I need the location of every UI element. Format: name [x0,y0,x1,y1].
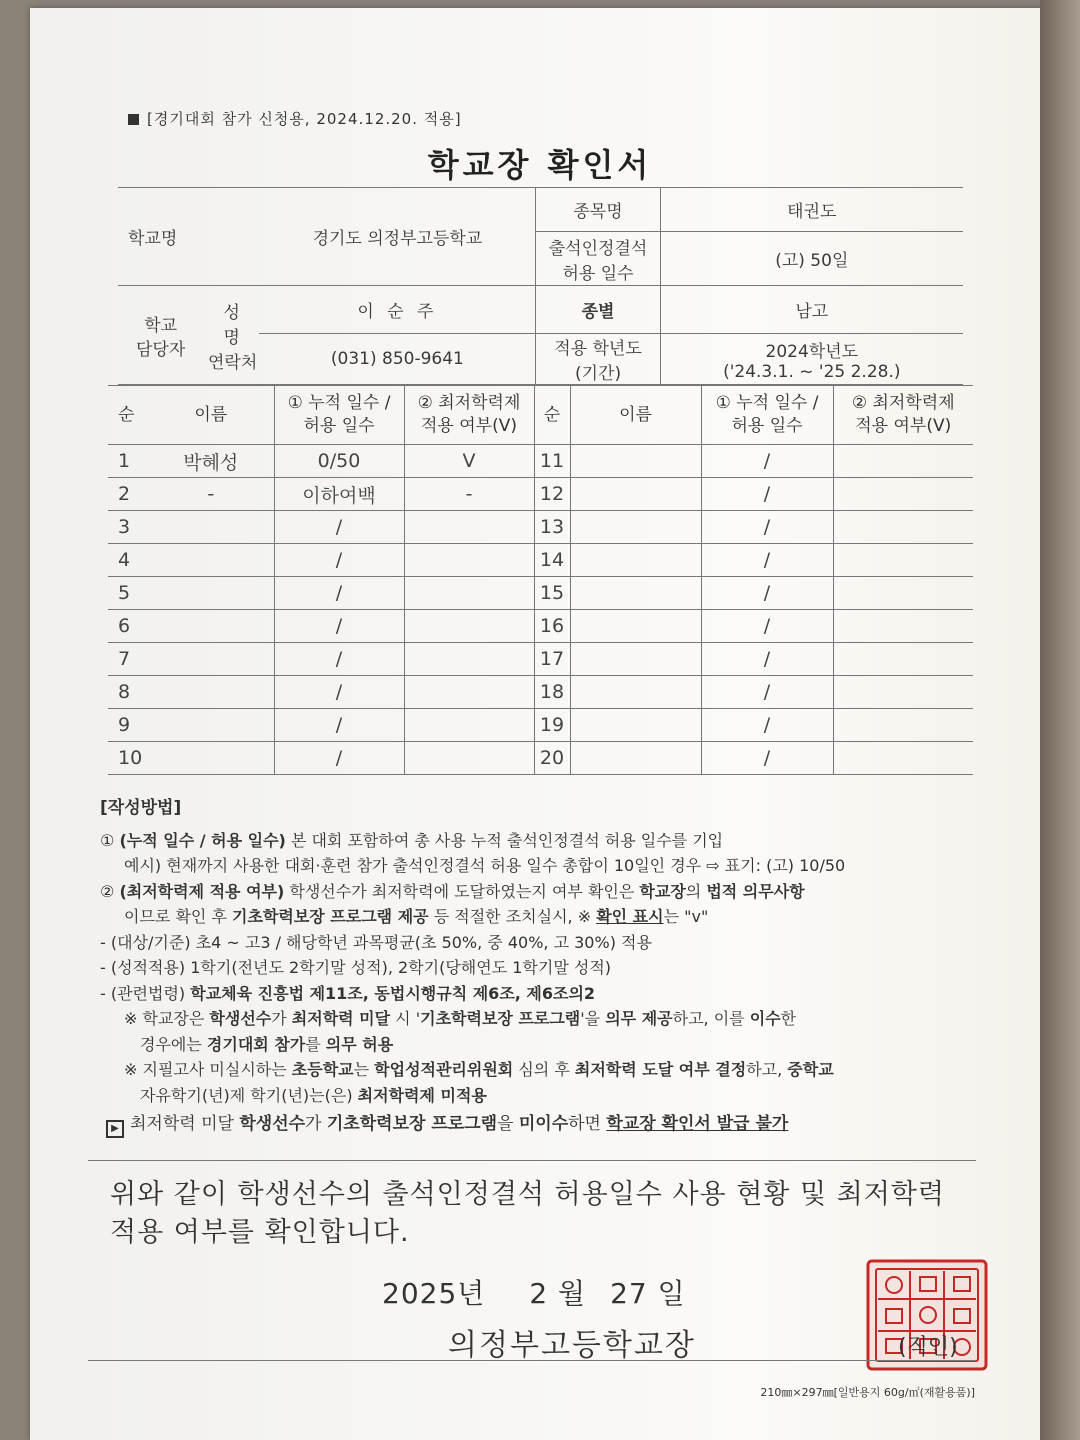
row-seq-2: 19 [534,709,570,742]
instruction-line [100,1083,980,1109]
manager-label-line2: 담당자 [136,340,186,360]
text-span: 을 [497,1114,519,1134]
table-row [108,544,973,577]
row-min: V [404,445,534,478]
form-header-note [128,108,462,129]
paper-spec-footer: 210㎜×297㎜[일반용지 60g/㎡(재활용품)] [760,1386,975,1399]
row-min-2 [833,511,973,544]
row-days-2: / [701,511,833,544]
text-span: ② [100,881,120,901]
row-name [148,577,274,610]
row-name-2 [570,511,701,544]
days-header-line1: ① 누적 일수 / [287,393,391,413]
table-row [108,478,973,511]
row-days-2: / [701,544,833,577]
row-seq-2: 20 [534,742,570,775]
row-name-2 [570,544,701,577]
row-min [404,511,534,544]
text-span: 한 [780,1009,797,1028]
text-span: 는 [353,1060,375,1079]
row-seq-2: 12 [534,478,570,511]
row-min-2 [833,676,973,709]
text-span: 하고, 이를 [672,1009,750,1028]
text-span: 의무 허용 [325,1034,394,1054]
year-label-line1: 적용 학년도 [554,339,642,359]
text-span: 하고, [746,1060,788,1079]
min-header-line1: ② 최저학력제 [417,393,521,413]
gender-label: 종별 [536,286,660,334]
arrow-box-icon: ▶ [106,1120,124,1138]
row-days: / [274,577,404,610]
text-span: 경기대회 참가 [206,1034,306,1054]
row-name-2 [570,445,701,478]
row-seq: 2 [108,478,148,511]
text-span: 미이수 [518,1114,569,1134]
row-name-2 [570,676,701,709]
row-seq: 5 [108,577,148,610]
row-days-2: / [701,709,833,742]
instruction-line [100,1006,980,1032]
row-days-2: / [701,643,833,676]
school-label: 학교명 [118,188,259,286]
row-seq-2: 18 [534,676,570,709]
table-row [108,511,973,544]
instructions-section [100,796,980,1138]
text-span: 최저학력제 미적용 [357,1085,487,1105]
text-span: 가 [271,1009,292,1028]
row-seq-2: 17 [534,643,570,676]
row-days: 이하여백 [274,478,404,511]
text-span: 이수 [749,1009,781,1028]
row-name: - [148,478,274,511]
row-name-2 [570,742,701,775]
days-header-2-line2: 허용 일수 [731,416,803,436]
text-span: 학업성적관리위원회 [374,1060,514,1079]
table-row [108,676,973,709]
year-label-line2: (기간) [574,364,622,384]
seq-header: 순 [108,386,148,445]
row-name [148,544,274,577]
row-min [404,742,534,775]
text-span: 법적 의무사항 [706,881,805,901]
manager-label [118,286,259,385]
text-span: 최저학력 도달 여부 결정 [574,1060,747,1079]
row-days-2: / [701,742,833,775]
row-days: / [274,676,404,709]
year-label [536,334,660,385]
row-min-2 [833,577,973,610]
row-seq: 9 [108,709,148,742]
text-span: 학생선수가 최저학력에 도달하였는지 여부 확인은 [284,881,640,901]
manager-label-line1: 학교 [144,316,178,336]
row-seq: 7 [108,643,148,676]
text-span: 기초학력보장 프로그램 제공 [232,907,429,926]
seal-label: (직인) [898,1335,958,1360]
text-span: 등 적절한 조치실시, ※ [428,907,597,926]
text-span: 중학교 [787,1060,834,1079]
text-span: ① [100,830,120,850]
row-min-2 [833,709,973,742]
table-row [108,709,973,742]
table-row [108,577,973,610]
row-name [148,610,274,643]
days-header [274,386,404,445]
section-divider [88,1160,976,1161]
row-name-2 [570,577,701,610]
text-span: (누적 일수 / 허용 일수) [119,830,286,850]
text-span: 학교체육 진흥법 제11조, 동법시행규칙 제6조, 제6조의2 [190,983,596,1003]
min-header-line2: 적용 여부(V) [421,416,517,436]
row-min [404,610,534,643]
text-span: 기초학력보장 프로그램 [326,1114,498,1134]
text-span: '을 [580,1009,606,1028]
min-header [404,386,534,445]
text-span: 심의 후 [513,1060,575,1079]
text-span: ※ 지필고사 미실시하는 [124,1060,292,1079]
row-min: - [404,478,534,511]
text-span: 자유학기(년)제 학기(년)는(은) [140,1085,358,1105]
row-days: / [274,610,404,643]
row-name-2 [570,709,701,742]
row-min-2 [833,544,973,577]
row-seq-2: 14 [534,544,570,577]
row-seq: 4 [108,544,148,577]
row-days: / [274,643,404,676]
row-name [148,709,274,742]
contact-label: 연락처 [208,353,258,373]
instruction-line [100,1112,980,1138]
text-span: 를 [305,1034,326,1054]
row-seq: 6 [108,610,148,643]
text-span: - (관련법령) [100,983,191,1003]
instruction-line [100,1032,980,1058]
row-min-2 [833,445,973,478]
name-value: 이 순 주 [259,286,536,334]
table-row [108,445,973,478]
days-header-line2: 허용 일수 [303,416,375,436]
text-span: 최저학력 미달 [291,1009,391,1028]
row-seq-2: 11 [534,445,570,478]
text-span: 는 "v" [663,907,709,926]
row-min [404,577,534,610]
text-span: 기초학력보장 프로그램 [420,1009,581,1028]
row-min-2 [833,478,973,511]
gender-value: 남고 [660,286,963,334]
row-days-2: / [701,577,833,610]
days-header-2-line1: ① 누적 일수 / [715,393,819,413]
year-value-line1: 2024학년도 [765,341,859,362]
signer-name: 의정부고등학교장 [448,1328,696,1363]
min-header-2 [833,386,973,445]
text-span: 의 [685,881,707,901]
text-span: 확인 표시 [596,907,664,926]
manager-label-block [136,314,185,362]
text-span: 본 대회 포함하여 총 사용 누적 출석인정결석 허용 일수를 기입 [285,830,724,850]
row-seq-2: 15 [534,577,570,610]
text-span: 최저학력 미달 [130,1114,240,1134]
year-value-line2: ('24.3.1. ~ '25 2.28.) [723,361,901,382]
absence-label-line1: 출석인정결석 [548,238,648,259]
row-seq-2: 16 [534,610,570,643]
absence-label [536,232,660,286]
row-min-2 [833,610,973,643]
text-span: (최저학력제 적용 여부) [119,881,285,901]
year-value [660,334,963,385]
text-span: 경우에는 [140,1034,207,1054]
text-span: 학교장 [639,881,686,901]
school-info-table [118,187,963,385]
row-min [404,709,534,742]
row-days-2: / [701,676,833,709]
student-table [108,385,973,775]
text-span: ※ 학교장은 [124,1009,210,1028]
min-header-2-line2: 적용 여부(V) [855,416,952,436]
date-month: 2 월 [529,1277,587,1310]
text-span: 의무 제공 [605,1009,673,1028]
date-year: 2025년 [382,1277,486,1310]
row-min [404,676,534,709]
row-name [148,676,274,709]
row-days: 0/50 [274,445,404,478]
square-bullet-icon [128,114,139,125]
row-name-2 [570,643,701,676]
text-span: 학생선수 [239,1114,306,1134]
table-row [108,610,973,643]
name-header: 이름 [148,386,274,445]
issue-date [382,1272,686,1312]
text-span: 학교장 확인서 발급 불가 [606,1114,789,1134]
footer-divider [88,1360,976,1361]
instruction-line: - (성적적용) 1학기(전년도 2학기말 성적), 2학기(당해연도 1학기말 성적) [100,958,612,977]
date-day: 27 일 [610,1277,686,1310]
text-span: 가 [305,1114,327,1134]
header-note-text: [경기대회 참가 신청용, 2024.12.20. 적용] [147,110,462,128]
row-days: / [274,742,404,775]
min-header-2-line1: ② 최저학력제 [851,393,955,413]
absence-value: (고) 50일 [660,232,963,286]
days-header-2 [701,386,833,445]
row-days: / [274,709,404,742]
text-span: 초등학교 [291,1060,354,1079]
instruction-line [100,1057,980,1083]
instruction-line: 예시) 현재까지 사용한 대회·훈련 참가 출석인정결석 허용 일수 총합이 10일인 경우 ⇨ 표기: (고) 10/50 [124,856,846,875]
row-min [404,544,534,577]
row-name: 박혜성 [148,445,274,478]
row-min-2 [833,643,973,676]
row-name [148,511,274,544]
confirmation-line1: 위와 같이 학생선수의 출석인정결석 허용일수 사용 현황 및 최저학력 [110,1179,945,1210]
sport-label: 종목명 [536,188,660,232]
row-days: / [274,544,404,577]
document-title: 학교장 확인서 [427,146,653,184]
text-span: 시 ' [390,1009,421,1028]
instructions-heading: [작성방법] [100,798,182,818]
text-span: 학생선수 [209,1009,272,1028]
row-name [148,742,274,775]
row-days-2: / [701,610,833,643]
school-value: 경기도 의정부고등학교 [259,188,536,286]
instruction-line [100,828,980,854]
row-name-2 [570,478,701,511]
confirmation-line2: 적용 여부를 확인합니다. [110,1217,410,1248]
table-row [108,643,973,676]
row-days: / [274,511,404,544]
absence-label-line2: 허용 일수 [562,263,634,284]
sport-value: 태권도 [660,188,963,232]
row-seq-2: 13 [534,511,570,544]
seq-header-2: 순 [534,386,570,445]
name-label: 성 명 [223,303,246,348]
row-min [404,643,534,676]
row-days-2: / [701,478,833,511]
text-span: 하면 [568,1114,607,1134]
row-seq: 8 [108,676,148,709]
row-seq: 1 [108,445,148,478]
background-wall [1040,0,1080,1440]
instruction-line [100,904,980,930]
student-table-header [108,386,973,445]
instruction-line: - (대상/기준) 초4 ~ 고3 / 해당학년 과목평균(초 50%, 중 40%, 고 30%) 적용 [100,932,652,952]
row-seq: 3 [108,511,148,544]
instruction-line [100,981,980,1007]
row-name [148,643,274,676]
row-name-2 [570,610,701,643]
contact-value: (031) 850-9641 [259,334,536,385]
confirmation-statement [110,1176,970,1252]
text-span: 이므로 확인 후 [124,907,232,926]
name-header-2: 이름 [570,386,701,445]
instruction-line [100,879,980,905]
row-seq: 10 [108,742,148,775]
row-days-2: / [701,445,833,478]
row-min-2 [833,742,973,775]
table-row [108,742,973,775]
